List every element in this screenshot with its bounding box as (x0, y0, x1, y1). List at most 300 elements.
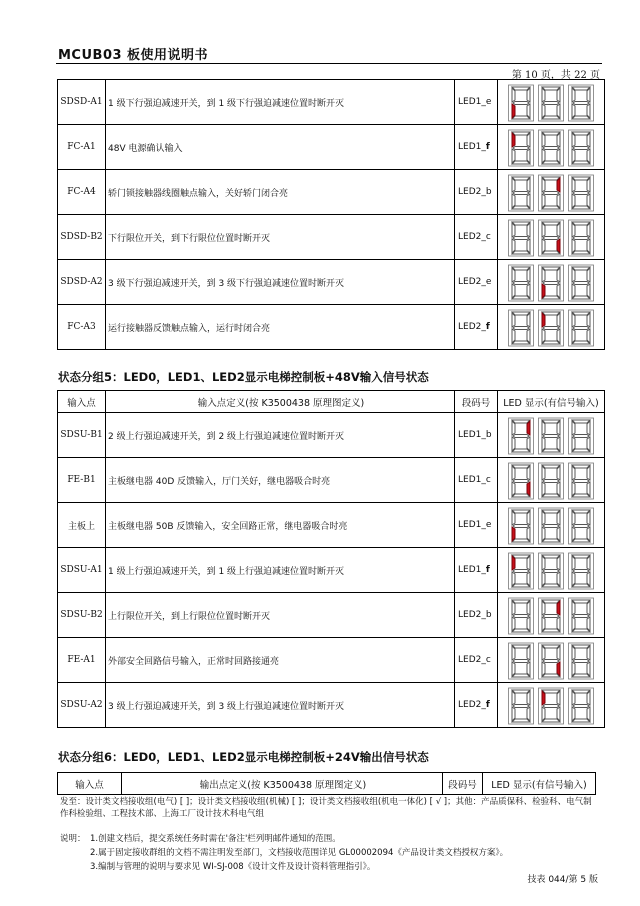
table-row (58, 683, 605, 728)
segment-d (512, 629, 530, 632)
led-display (498, 218, 604, 257)
segment-b (587, 601, 590, 615)
segment-b (557, 601, 560, 615)
segment-g (573, 434, 589, 437)
segment-g (543, 479, 559, 482)
segment-a (572, 690, 590, 693)
segment-e (542, 284, 545, 298)
definition-cell: 1 级上行强迫减速开关，到 1 级上行强迫减速位置时断开灭 (106, 548, 455, 593)
segment-code-cell: LED2_e (455, 260, 498, 305)
segment-f (512, 223, 515, 237)
segment-d (572, 251, 590, 254)
segment-e (542, 572, 545, 586)
segment-b (557, 556, 560, 570)
segment-f (512, 88, 515, 102)
segment-e (542, 329, 545, 343)
segment-d (542, 449, 560, 452)
segment-g (543, 569, 559, 572)
seven-segment-digit (567, 642, 595, 680)
seven-segment-digit (537, 309, 565, 347)
segment-g (513, 659, 529, 662)
seven-segment-digit (507, 219, 535, 257)
segment-code-cell: LED1_b (455, 413, 498, 458)
segment-f (542, 421, 545, 435)
definition-cell: 下行限位开关，到下行限位位置时断开灭 (106, 215, 455, 260)
led-display (498, 128, 604, 167)
led-display (498, 263, 604, 302)
segment-a (572, 600, 590, 603)
segment-d (542, 161, 560, 164)
segment-b (527, 178, 530, 192)
segment-g (573, 479, 589, 482)
segment-b (557, 313, 560, 327)
segment-f (512, 601, 515, 615)
segment-b (527, 313, 530, 327)
segment-a (512, 420, 530, 423)
segment-code-cell: LED2_c (455, 638, 498, 683)
segment-e (512, 527, 515, 541)
seven-segment-digit (537, 687, 565, 725)
segment-e (512, 662, 515, 676)
segment-b (587, 223, 590, 237)
segment-e (572, 239, 575, 253)
segment-e (542, 437, 545, 451)
input-point-cell: 主板上 (58, 503, 106, 548)
seven-segment-digit (537, 417, 565, 455)
led-display (498, 308, 604, 347)
segment-d (572, 674, 590, 677)
segment-f (572, 691, 575, 705)
segment-a (542, 420, 560, 423)
segment-code-cell: LED2_b (455, 593, 498, 638)
segment-f (572, 511, 575, 525)
segment-a (542, 555, 560, 558)
input-point-cell: FC-A3 (58, 305, 106, 350)
segment-e (542, 482, 545, 496)
segment-f (572, 88, 575, 102)
segment-f (542, 223, 545, 237)
segment-a (572, 510, 590, 513)
signal-table-5 (57, 390, 605, 728)
definition-cell: 48V 电源确认输入 (106, 125, 455, 170)
definition-cell: 主板继电器 40D 反馈输入，厅门关好，继电器吸合时亮 (106, 458, 455, 503)
segment-a (542, 465, 560, 468)
table-row (58, 503, 605, 548)
segment-d (542, 341, 560, 344)
input-point-cell: FC-A4 (58, 170, 106, 215)
segment-f (512, 268, 515, 282)
segment-f (512, 646, 515, 660)
segment-e (512, 707, 515, 721)
definition-cell: 外部安全回路信号输入，正常时回路接通亮 (106, 638, 455, 683)
table-row (58, 305, 605, 350)
segment-g (573, 704, 589, 707)
segment-e (512, 104, 515, 118)
segment-g (513, 191, 529, 194)
seven-segment-digit (537, 552, 565, 590)
input-point-cell: SDSU-A2 (58, 683, 106, 728)
segment-a (572, 555, 590, 558)
segment-e (572, 482, 575, 496)
segment-b (557, 88, 560, 102)
segment-f (542, 88, 545, 102)
seven-segment-digit (567, 129, 595, 167)
segment-f (542, 178, 545, 192)
definition-cell: 轿门锁接触器线圈触点输入，关好轿门闭合亮 (106, 170, 455, 215)
segment-f (512, 556, 515, 570)
col-definition-header: 输入点定义(按 K3500438 原理图定义) (106, 391, 455, 413)
segment-a (512, 510, 530, 513)
seven-segment-digit (537, 507, 565, 545)
segment-a (542, 510, 560, 513)
led-display (498, 83, 604, 122)
segment-d (512, 539, 530, 542)
segment-d (542, 494, 560, 497)
segment-g (573, 569, 589, 572)
input-point-cell: SDSD-A2 (58, 260, 106, 305)
segment-e (542, 239, 545, 253)
segment-e (512, 329, 515, 343)
table-row (58, 170, 605, 215)
segment-g (513, 236, 529, 239)
segment-g (543, 236, 559, 239)
segment-b (557, 223, 560, 237)
led-display-cell (498, 125, 605, 170)
segment-d (512, 251, 530, 254)
segment-f (542, 133, 545, 147)
table-row (58, 125, 605, 170)
seven-segment-digit (537, 642, 565, 680)
led-display-cell (498, 413, 605, 458)
led-display-cell (498, 458, 605, 503)
led-display (498, 506, 604, 545)
segment-b (527, 556, 530, 570)
note-3: 3.编制与管理的说明与要求见 WI-SJ-008《设计文件及设计资料管理指引》。 (90, 862, 376, 872)
segment-e (512, 239, 515, 253)
segment-d (512, 719, 530, 722)
segment-a (572, 177, 590, 180)
led-display-cell (498, 683, 605, 728)
seven-segment-digit (537, 174, 565, 212)
segment-b (587, 556, 590, 570)
segment-b (527, 223, 530, 237)
segment-b (587, 421, 590, 435)
segment-d (572, 161, 590, 164)
segment-e (512, 482, 515, 496)
seven-segment-digit (507, 174, 535, 212)
col-code-header: 段码号 (443, 773, 483, 795)
segment-d (572, 116, 590, 119)
seven-segment-digit (507, 309, 535, 347)
segment-e (512, 194, 515, 208)
seven-segment-digit (567, 84, 595, 122)
signal-table-6 (57, 772, 596, 795)
segment-e (512, 617, 515, 631)
segment-f (542, 268, 545, 282)
segment-code-cell: LED1_e (455, 503, 498, 548)
segment-a (512, 132, 530, 135)
seven-segment-digit (507, 552, 535, 590)
notes-label: 说明： (60, 834, 86, 844)
segment-d (542, 116, 560, 119)
input-point-cell: SDSU-B1 (58, 413, 106, 458)
segment-d (572, 206, 590, 209)
seven-segment-digit (537, 219, 565, 257)
segment-g (513, 281, 529, 284)
led-display (498, 551, 604, 590)
segment-a (542, 222, 560, 225)
seven-segment-digit (567, 309, 595, 347)
segment-a (572, 132, 590, 135)
seven-segment-digit (507, 264, 535, 302)
definition-cell: 运行接触器反馈触点输入，运行时闭合亮 (106, 305, 455, 350)
segment-g (543, 281, 559, 284)
segment-e (542, 104, 545, 118)
segment-f (572, 601, 575, 615)
segment-code-cell: LED1_c (455, 458, 498, 503)
segment-a (512, 267, 530, 270)
led-display-cell (498, 638, 605, 683)
segment-b (587, 268, 590, 282)
segment-a (512, 222, 530, 225)
segment-d (542, 584, 560, 587)
segment-g (513, 569, 529, 572)
segment-g (513, 101, 529, 104)
segment-d (512, 449, 530, 452)
segment-b (527, 466, 530, 480)
segment-b (587, 646, 590, 660)
col-input-header: 输入点 (58, 391, 106, 413)
segment-g (543, 704, 559, 707)
table-row (58, 215, 605, 260)
segment-a (512, 177, 530, 180)
segment-e (512, 284, 515, 298)
segment-b (557, 268, 560, 282)
segment-f (542, 556, 545, 570)
segment-e (512, 437, 515, 451)
seven-segment-digit (537, 264, 565, 302)
segment-b (557, 646, 560, 660)
segment-a (512, 312, 530, 315)
led-display (498, 173, 604, 212)
segment-d (572, 584, 590, 587)
segment-f (572, 556, 575, 570)
seven-segment-digit (567, 462, 595, 500)
header-rule (56, 63, 602, 64)
seven-segment-digit (507, 462, 535, 500)
segment-d (572, 629, 590, 632)
segment-g (513, 524, 529, 527)
led-display (498, 641, 604, 680)
segment-b (527, 88, 530, 102)
segment-d (542, 629, 560, 632)
segment-g (513, 146, 529, 149)
segment-f (512, 511, 515, 525)
segment-b (527, 646, 530, 660)
segment-g (573, 659, 589, 662)
segment-f (572, 178, 575, 192)
led-display-cell (498, 215, 605, 260)
segment-a (542, 312, 560, 315)
segment-e (542, 617, 545, 631)
segment-code-cell: LED1_f (455, 548, 498, 593)
segment-e (572, 284, 575, 298)
segment-a (512, 645, 530, 648)
segment-b (557, 691, 560, 705)
led-display-cell (498, 593, 605, 638)
segment-g (543, 326, 559, 329)
segment-e (572, 662, 575, 676)
segment-f (512, 133, 515, 147)
segment-g (573, 236, 589, 239)
segment-f (512, 466, 515, 480)
segment-d (572, 719, 590, 722)
note-2: 2.属于固定接收群组的文档不需注明发至部门，文档接收范围详见 GL00002094《产品设计类文档授权方案》。 (90, 848, 509, 858)
segment-d (512, 341, 530, 344)
segment-d (542, 251, 560, 254)
segment-b (587, 466, 590, 480)
segment-d (572, 449, 590, 452)
segment-f (572, 646, 575, 660)
led-display-cell (498, 548, 605, 593)
segment-code-cell: LED1_f (455, 125, 498, 170)
seven-segment-digit (507, 642, 535, 680)
segment-e (572, 527, 575, 541)
segment-code-cell: LED2_b (455, 170, 498, 215)
segment-e (572, 437, 575, 451)
segment-g (543, 524, 559, 527)
segment-e (572, 572, 575, 586)
segment-f (572, 421, 575, 435)
seven-segment-digit (567, 174, 595, 212)
segment-a (512, 555, 530, 558)
segment-a (572, 465, 590, 468)
seven-segment-digit (567, 219, 595, 257)
segment-f (542, 601, 545, 615)
segment-g (543, 191, 559, 194)
segment-code-cell: LED1_e (455, 80, 498, 125)
segment-f (542, 646, 545, 660)
segment-b (587, 691, 590, 705)
segment-f (512, 421, 515, 435)
segment-g (543, 659, 559, 662)
segment-d (512, 206, 530, 209)
section5-title: 状态分组5：LED0，LED1、LED2显示电梯控制板+48V输入信号状态 (58, 370, 429, 384)
col-output-definition-header: 输出点定义(按 K3500438 原理图定义) (122, 773, 443, 795)
segment-d (512, 116, 530, 119)
segment-g (543, 434, 559, 437)
segment-d (542, 719, 560, 722)
segment-g (543, 101, 559, 104)
table-row (58, 413, 605, 458)
segment-b (587, 133, 590, 147)
segment-a (572, 222, 590, 225)
input-point-cell: FE-B1 (58, 458, 106, 503)
seven-segment-digit (537, 597, 565, 635)
input-point-cell: FE-A1 (58, 638, 106, 683)
segment-code-cell: LED2_c (455, 215, 498, 260)
segment-f (512, 691, 515, 705)
segment-a (572, 645, 590, 648)
segment-f (512, 178, 515, 192)
segment-a (572, 267, 590, 270)
col-code-header: 段码号 (455, 391, 498, 413)
segment-b (527, 691, 530, 705)
segment-b (527, 421, 530, 435)
seven-segment-digit (507, 687, 535, 725)
segment-e (572, 194, 575, 208)
segment-e (542, 662, 545, 676)
segment-a (572, 312, 590, 315)
segment-g (573, 524, 589, 527)
seven-segment-digit (537, 129, 565, 167)
segment-e (572, 149, 575, 163)
segment-e (512, 572, 515, 586)
segment-d (542, 674, 560, 677)
segment-e (572, 104, 575, 118)
segment-b (557, 133, 560, 147)
led-display-cell (498, 80, 605, 125)
segment-code-cell: LED2_f (455, 683, 498, 728)
definition-cell: 3 级下行强迫减速开关，到 3 级下行强迫减速位置时断开灭 (106, 260, 455, 305)
segment-d (512, 161, 530, 164)
input-point-cell: SDSU-A1 (58, 548, 106, 593)
segment-d (542, 206, 560, 209)
segment-g (543, 146, 559, 149)
segment-f (542, 313, 545, 327)
segment-a (572, 420, 590, 423)
segment-d (572, 341, 590, 344)
segment-g (573, 146, 589, 149)
segment-d (512, 296, 530, 299)
segment-f (542, 511, 545, 525)
led-display (498, 416, 604, 455)
form-number: 技表 044/第 5 版 (527, 875, 598, 885)
segment-b (557, 511, 560, 525)
segment-f (512, 313, 515, 327)
definition-cell: 1 级下行强迫减速开关，到 1 级下行强迫减速位置时断开灭 (106, 80, 455, 125)
segment-a (542, 600, 560, 603)
definition-cell: 上行限位开关，到上行限位位置时断开灭 (106, 593, 455, 638)
segment-f (542, 691, 545, 705)
segment-d (542, 539, 560, 542)
segment-g (513, 434, 529, 437)
segment-e (542, 707, 545, 721)
col-led-header: LED 显示(有信号输入) (483, 773, 596, 795)
seven-segment-digit (507, 597, 535, 635)
segment-b (527, 268, 530, 282)
section6-title: 状态分组6：LED0，LED1、LED2显示电梯控制板+24V输出信号状态 (58, 750, 429, 764)
segment-e (542, 194, 545, 208)
document-title: MCUB03 板使用说明书 (58, 48, 209, 63)
seven-segment-digit (537, 84, 565, 122)
seven-segment-digit (507, 129, 535, 167)
segment-a (542, 267, 560, 270)
signal-table-1 (57, 79, 605, 350)
segment-b (587, 88, 590, 102)
definition-cell: 3 级上行强迫减速开关，到 3 级上行强迫减速位置时断开灭 (106, 683, 455, 728)
segment-b (557, 178, 560, 192)
col-led-header: LED 显示(有信号输入) (498, 391, 605, 413)
segment-a (512, 600, 530, 603)
input-point-cell: SDSD-A1 (58, 80, 106, 125)
led-display (498, 461, 604, 500)
segment-a (542, 87, 560, 90)
segment-g (513, 326, 529, 329)
segment-e (542, 149, 545, 163)
segment-d (572, 494, 590, 497)
segment-f (572, 223, 575, 237)
